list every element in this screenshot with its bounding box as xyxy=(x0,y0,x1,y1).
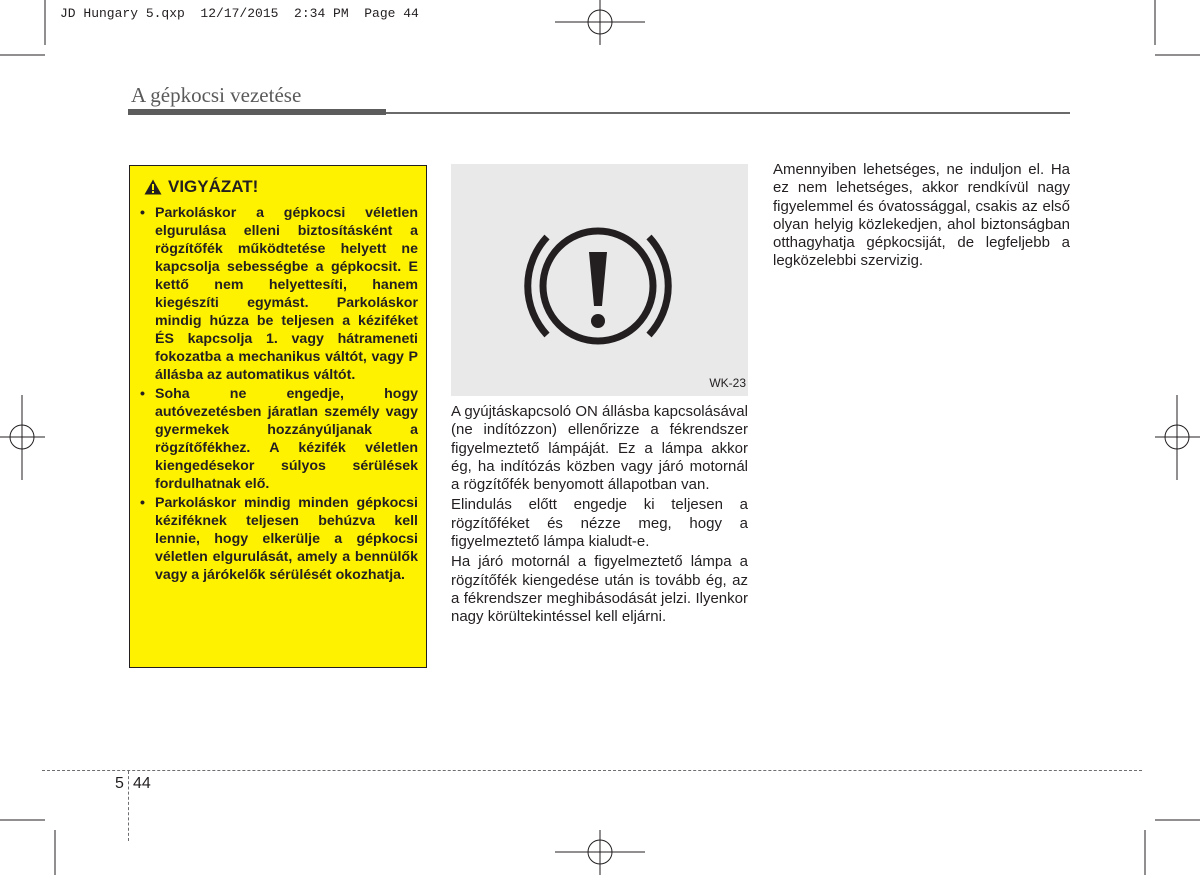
paragraph: A gyújtáskapcsoló ON állásba kapcsolásával (ne indítózzon) ellenőrizze a fékrendszer figyelmeztető lámpáját. Ez a lámpa akkor ég, ha indítózás közben vagy járó motornál a rögzítőfék benyomott állapotban van. xyxy=(451,403,748,494)
figure-panel xyxy=(451,164,748,396)
warning-item-text: Parkoláskor mindig minden gépkocsi kéziféknek teljesen behúzva kell lennie, hogy elkerülje a gépkocsi véletlen elgurulását, amely a bennülők vagy a járókelők sérülését okozhatja. xyxy=(155,495,418,583)
warning-heading xyxy=(144,177,258,197)
warning-box xyxy=(129,165,427,668)
figure-code: WK-23 xyxy=(709,376,746,390)
warning-triangle-icon xyxy=(144,179,162,195)
registration-mark-left xyxy=(0,395,45,480)
middle-column xyxy=(451,403,748,629)
registration-mark-top xyxy=(555,0,645,45)
warning-item xyxy=(140,494,418,584)
footer-rule xyxy=(42,770,1142,771)
chapter-number: 5 xyxy=(115,775,124,792)
warning-item xyxy=(140,385,418,493)
registration-mark-right xyxy=(1155,395,1200,480)
registration-mark-bottom xyxy=(555,830,645,875)
paragraph: Ha járó motornál a figyelmeztető lámpa a rögzítőfék kiengedése után is tovább ég, az a fékrendszer meghibásodását jelzi. Ilyenkor nagy körültekintéssel kell eljárni. xyxy=(451,553,748,626)
page-number: 44 xyxy=(133,775,151,792)
bullet: • xyxy=(140,495,145,511)
warning-item-text: Parkoláskor a gépkocsi véletlen elgurulása elleni biztosításként a rögzítőfék működtetése helyett ne kapcsolja sebességbe a gépkocsit. E kettő nem helyettesíti, hanem kiegészíti egymást. Parkoláskor mindig húzza be teljesen a kéziféket ÉS kapcsolja 1. vagy hátrameneti fokozatba a mechanikus váltót, vagy P állásba az automatikus váltót. xyxy=(155,205,418,383)
bullet: • xyxy=(140,386,145,402)
paragraph: Elindulás előtt engedje ki teljesen a rögzítőféket és nézze meg, hogy a figyelmeztető lámpa kialudt-e. xyxy=(451,496,748,551)
brake-warning-icon xyxy=(451,164,748,396)
header-rule-light xyxy=(386,112,1070,114)
print-slug: JD Hungary 5.qxp 12/17/2015 2:34 PM Page 44 xyxy=(60,6,419,21)
section-title: A gépkocsi vezetése xyxy=(131,83,302,107)
bullet: • xyxy=(140,205,145,221)
warning-item xyxy=(140,204,418,384)
header-rule-dark xyxy=(128,109,386,115)
paragraph: Amennyiben lehetséges, ne induljon el. Ha ez nem lehetséges, akkor rendkívül nagy figyelemmel és óvatossággal, csakis az első olyan helyig közlekedjen, ahol biztonságban otthagyhatja gépkocsiját, de legfeljebb a legközelebbi szervizig. xyxy=(773,161,1070,270)
warning-item-text: Soha ne engedje, hogy autóvezetésben járatlan személy vagy gyermekek hozzányúljanak a rögzítőfékhez. A kézifék véletlen kiengedésekor súlyos sérülések fordulhatnak elő. xyxy=(155,386,418,492)
right-column xyxy=(773,161,1070,273)
warning-list xyxy=(140,204,418,585)
footer-divider xyxy=(128,771,129,841)
warning-title: VIGYÁZAT! xyxy=(168,177,259,196)
